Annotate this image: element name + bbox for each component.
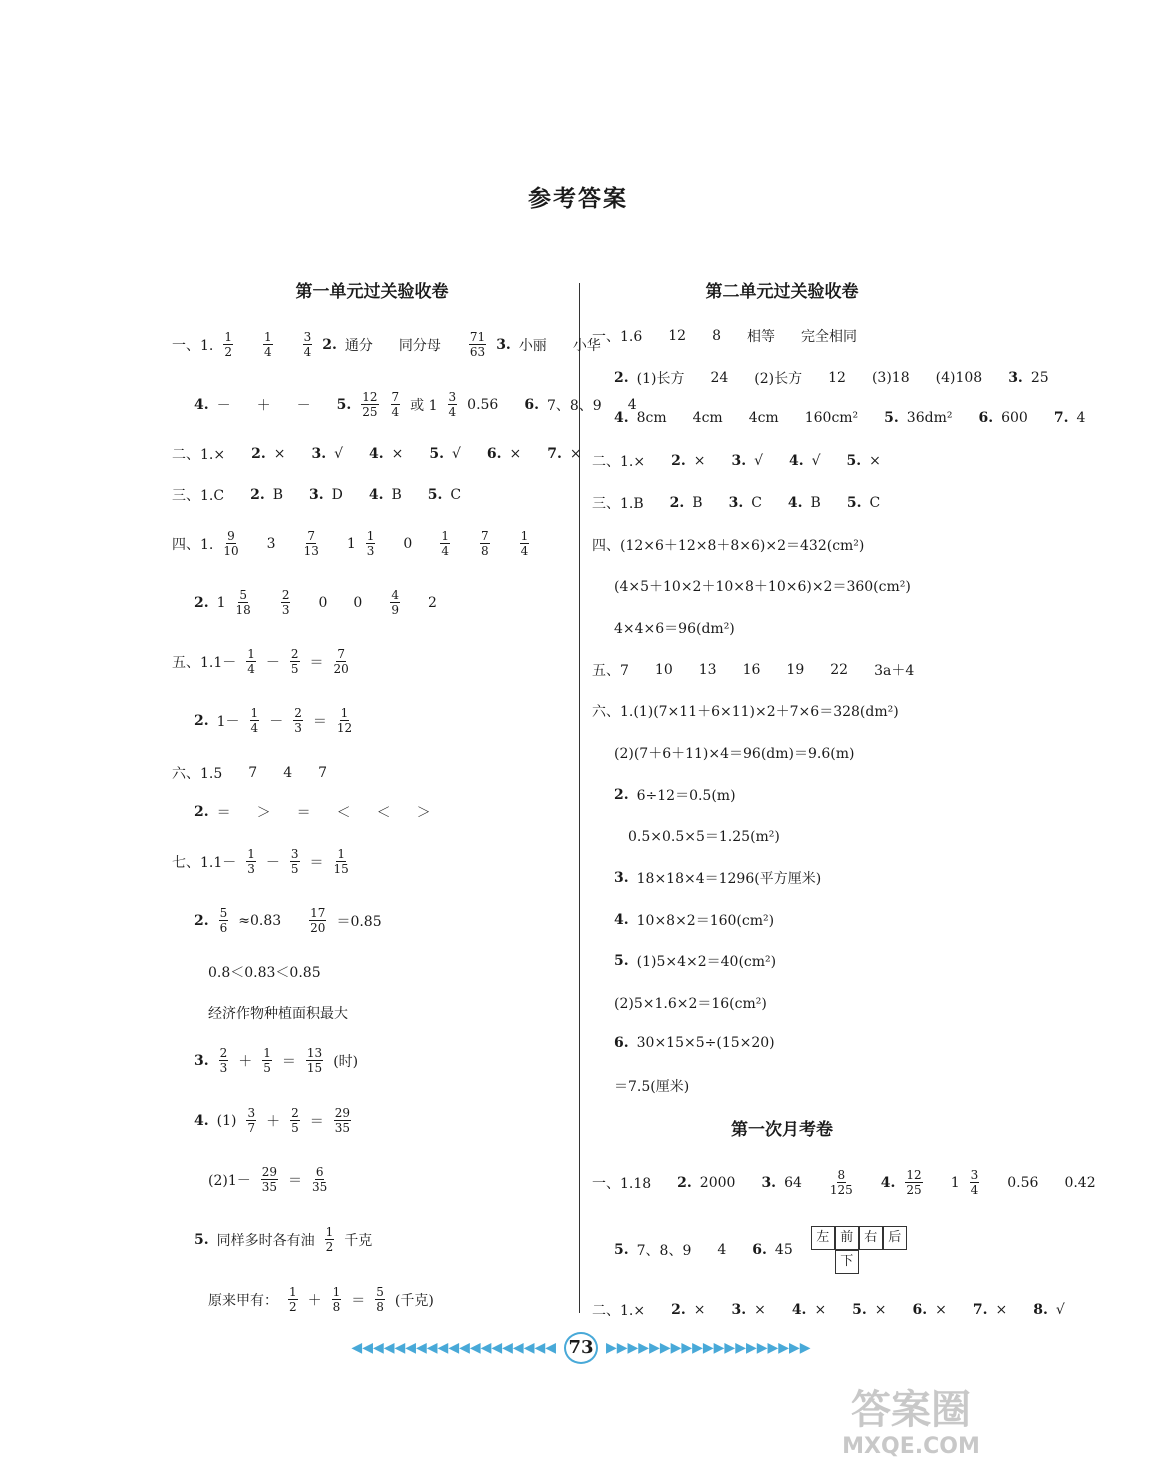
answer-line: 二、1.× 2. × 3. √ 4. √ 5. ×	[592, 453, 881, 470]
answer-line: 2. (1)长方 24 (2)长方 12 (3)18 (4)108 3. 25	[614, 370, 1049, 387]
chevron-left-icon: ◀◀◀◀◀◀◀◀◀◀◀◀◀◀◀◀◀◀◀	[351, 1340, 556, 1356]
answer-line: 0.5×0.5×5＝1.25(m²)	[628, 829, 780, 845]
answer-line: 3. 18×18×4＝1296(平方厘米)	[614, 870, 822, 887]
answer-line: 4. 8cm 4cm 4cm 160cm² 5. 36dm² 6. 600 7. 4	[614, 410, 1086, 426]
answer-line: 二、1.× 2. × 3. √ 4. × 5. √ 6. × 7. ×	[172, 446, 582, 463]
answer-line: (2)1－ $\frac{29}{35}$ ＝ $\frac{6}{35}$	[208, 1165, 328, 1194]
answer-line: 3. $\frac{2}{3}$ ＋ $\frac{1}{5}$ ＝ $\frac{13}{15}$ (时)	[194, 1046, 359, 1075]
answer-line	[172, 1003, 348, 1023]
watermark: 答案圈 MXQE.COM	[842, 1387, 980, 1459]
answer-line: 七、1.1－ $\frac{1}{3}$ － $\frac{3}{5}$ ＝ $\frac{1}{15}$	[172, 847, 349, 876]
left-column	[172, 270, 572, 314]
note-text: 经济作物种植面积最大	[208, 1006, 348, 1022]
answer-line: ＝7.5(厘米)	[614, 1079, 690, 1095]
right-column	[592, 270, 972, 314]
answer-line: 二、1.× 2. × 3. × 4. × 5. × 6. × 7. × 8. √	[592, 1302, 1065, 1319]
answer-line: 一、1. $\frac{1}{2}$ $\frac{1}{4}$ $\frac{3}{4}$ 2. 通分 同分母 $\frac{71}{63}$ 3. 小丽 小华	[172, 330, 601, 359]
answer-line: 一、1.18 2. 2000 3. 64 $\frac{8}{125}$ 4. $\frac{12}{25}$ 1 $\frac{3}{4}$ 0.56 0.42	[592, 1168, 1096, 1197]
answer-line: 2. 1 $\frac{5}{18}$ $\frac{2}{3}$ 0 0 $\frac{4}{9}$ 2	[194, 588, 437, 617]
section-title-unit1: 第一单元过关验收卷	[295, 282, 449, 302]
answer-line: 5. (1)5×4×2＝40(cm²)	[614, 953, 777, 970]
answer-line: 4. (1) $\frac{3}{7}$ ＋ $\frac{2}{5}$ ＝ $\frac{29}{35}$	[194, 1106, 351, 1135]
answer-line: 原来甲有： $\frac{1}{2}$ ＋ $\frac{1}{8}$ ＝ $\frac{5}{8}$ (千克)	[208, 1285, 434, 1314]
answer-line: 五、1.1－ $\frac{1}{4}$ － $\frac{2}{5}$ ＝ $\frac{7}{20}$	[172, 647, 349, 676]
answer-line: 2. 1－ $\frac{1}{4}$ － $\frac{2}{3}$ ＝ $\frac{1}{12}$	[194, 706, 353, 735]
answer-line: 4. － ＋ － 5. $\frac{12}{25}$ $\frac{7}{4}$ 或 1 $\frac{3}{4}$ 0.56 6. 7、8、9 4	[194, 390, 637, 419]
answer-line: 三、1.B 2. B 3. C 4. B 5. C	[592, 495, 881, 512]
answer-line: 六、1.(1)(7×11＋6×11)×2＋7×6＝328(dm²)	[592, 704, 899, 720]
answer-line: (4×5＋10×2＋10×8＋10×6)×2＝360(cm²)	[614, 579, 911, 595]
answer-line: (2)5×1.6×2＝16(cm²)	[614, 996, 767, 1012]
page-title: 参考答案	[528, 185, 628, 212]
column-divider	[579, 283, 580, 1313]
answer-line: 0.8＜0.83＜0.85	[208, 965, 321, 981]
answer-line: 六、1.5 7 4 7	[172, 765, 328, 782]
page-number: 73	[564, 1332, 598, 1364]
chevron-right-icon: ▶▶▶▶▶▶▶▶▶▶▶▶▶▶▶▶▶▶▶	[606, 1340, 811, 1356]
answer-line: 四、1. $\frac{9}{10}$ 3 $\frac{7}{13}$ 1 $\frac{1}{3}$ 0 $\frac{1}{4}$ $\frac{7}{8}$ $\frac{1}{4}$	[172, 529, 529, 558]
answer-line: 4. 10×8×2＝160(cm²)	[614, 912, 775, 929]
section-title-unit2: 第二单元过关验收卷	[705, 282, 859, 302]
answer-line: 五、7 10 13 16 19 22 3a＋4	[592, 662, 915, 679]
section-title-monthly: 第一次月考卷	[731, 1120, 833, 1140]
answer-line: 三、1.C 2. B 3. D 4. B 5. C	[172, 487, 462, 504]
answer-line: 6. 30×15×5÷(15×20)	[614, 1035, 775, 1051]
answer-line: 一、1.6 12 8 相等 完全相同	[592, 328, 858, 345]
answer-line: 5. 7、8、9 4 6. 45 左 前 右 后 下	[592, 1226, 907, 1274]
answer-line: 2. 6÷12＝0.5(m)	[614, 787, 736, 804]
answer-line: 4×4×6＝96(dm²)	[614, 621, 735, 637]
answer-line: 2. ＝ ＞ ＝ ＜ ＜ ＞	[194, 804, 431, 821]
answer-line: 2. $\frac{5}{6}$ ≈0.83 $\frac{17}{20}$ ＝0.85	[194, 906, 382, 935]
answer-line: 四、(12×6＋12×8＋8×6)×2＝432(cm²)	[592, 538, 865, 554]
answer-line: 5. 同样多时各有油 $\frac{1}{2}$ 千克	[194, 1225, 373, 1254]
answer-line: (2)(7＋6＋11)×4＝96(dm)＝9.6(m)	[614, 746, 855, 762]
direction-grid: 左 前 右 后 下	[811, 1226, 907, 1274]
page-footer	[262, 1334, 900, 1362]
